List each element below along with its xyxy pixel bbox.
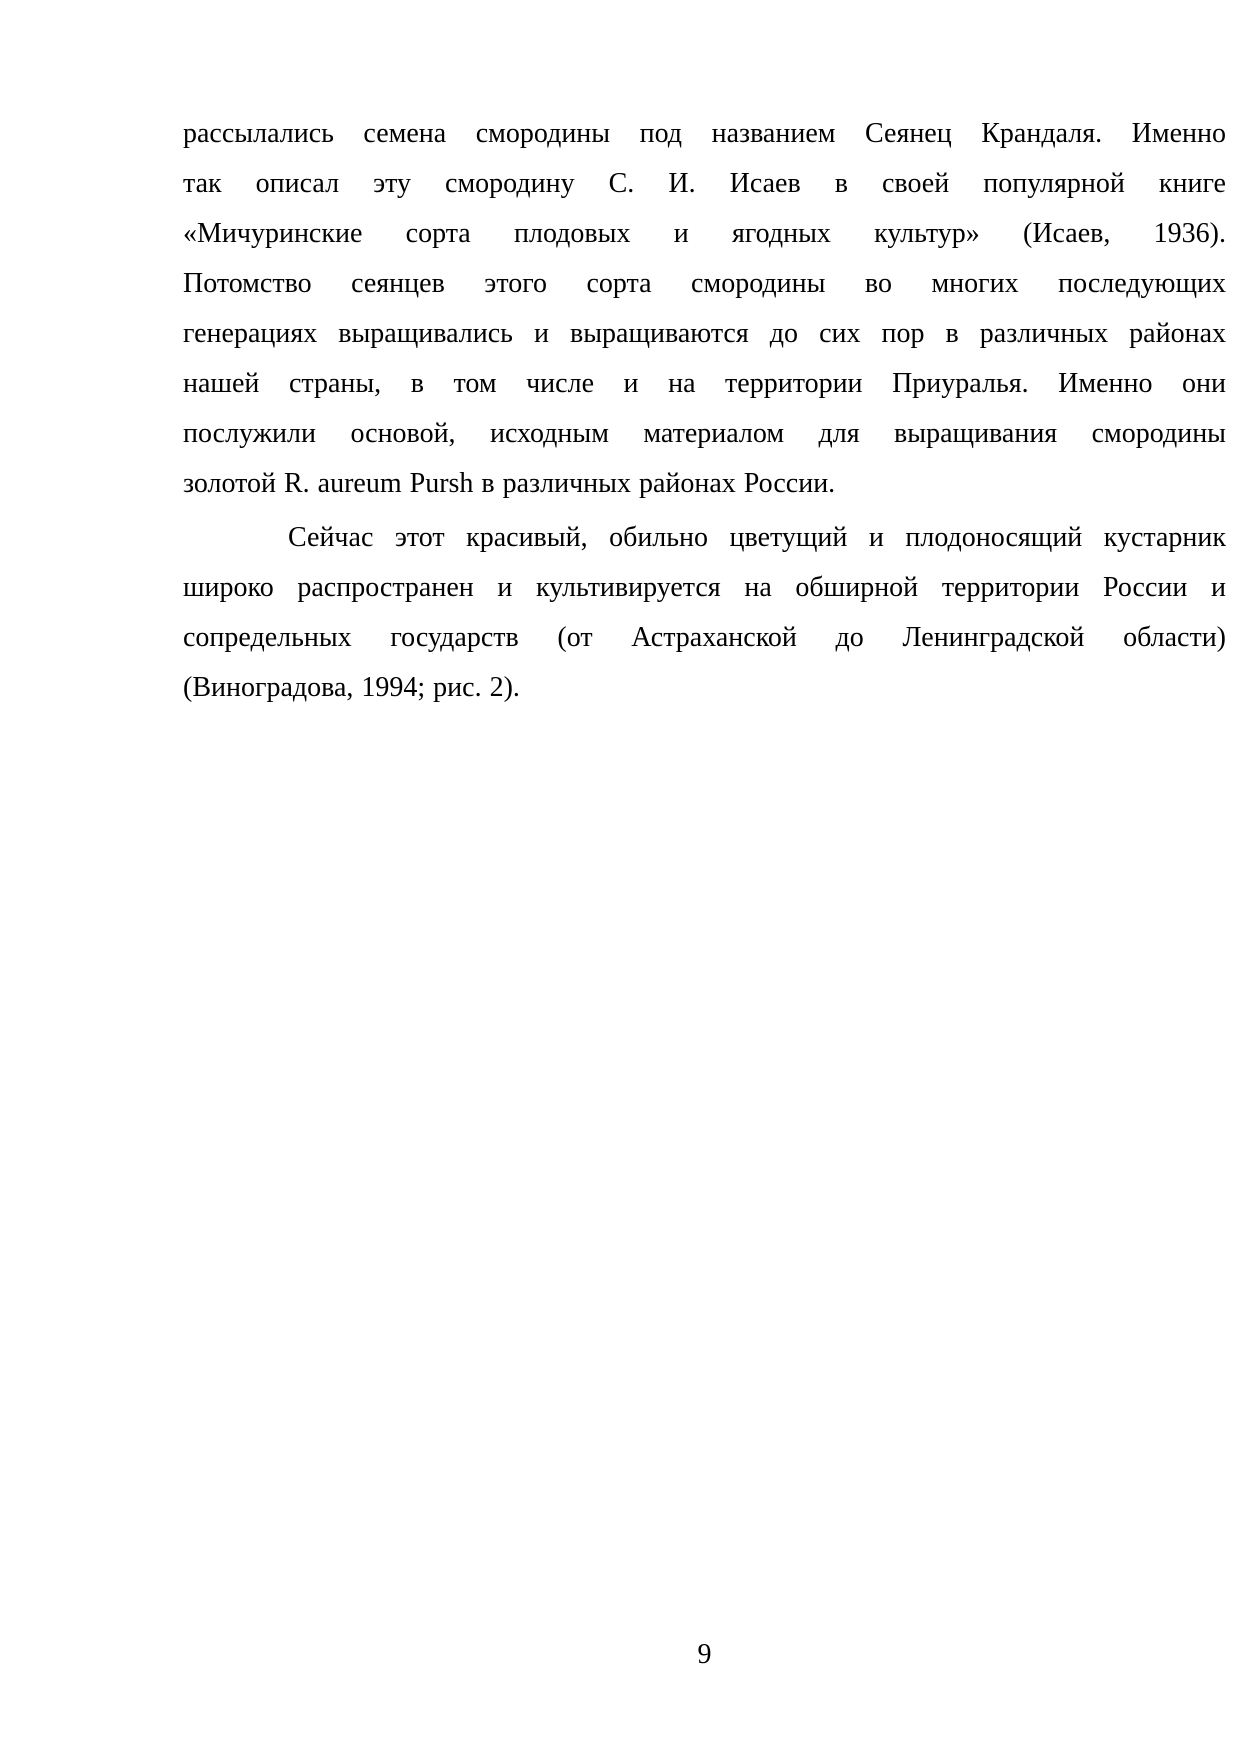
paragraph-1: [183, 109, 1226, 509]
text-line: сопредельных государств (от Астраханской до Ленинградской области): [183, 622, 1226, 653]
text-line: Потомство сеянцев этого сорта смородины во многих последующих: [183, 268, 1226, 299]
text-line: «Мичуринские сорта плодовых и ягодных культур» (Исаев, 1936).: [183, 218, 1226, 249]
text-line: послужили основой, исходным материалом для выращивания смородины: [183, 418, 1226, 449]
paragraph-2: [183, 513, 1226, 713]
text-line: Сейчас этот красивый, обильно цветущий и плодоносящий кустарник: [288, 522, 1226, 553]
text-line: так описал эту смородину С. И. Исаев в своей популярной книге: [183, 168, 1226, 199]
text-block: [183, 109, 1226, 713]
text-line: рассылались семена смородины под названием Сеянец Крандаля. Именно: [183, 118, 1226, 149]
text-line: нашей страны, в том числе и на территории Приуралья. Именно они: [183, 368, 1226, 399]
text-line: широко распространен и культивируется на обширной территории России и: [183, 572, 1226, 603]
page-number: 9: [697, 1639, 712, 1670]
text-line: золотой R. aureum Pursh в различных районах России.: [183, 468, 836, 499]
text-line: (Виноградова, 1994; рис. 2).: [183, 672, 520, 703]
text-line: генерациях выращивались и выращиваются до сих пор в различных районах: [183, 318, 1226, 349]
